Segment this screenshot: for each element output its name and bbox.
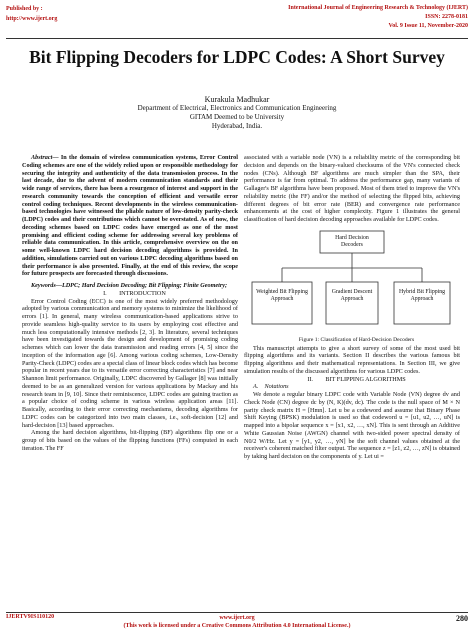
footer-site-link[interactable]: www.ijert.org — [219, 615, 255, 621]
header-divider — [6, 38, 468, 39]
right-paragraph-3: We denote a regular binary LDPC code with Variable Node (VN) degree dv and Check Node (CN) degree dc by (N, K)(dv, dc). The code is the null space of M × N parity check matrix H = [Hmn]. Let u be a codeword and assume that Binary Phase Shift Keying (BPSK) modulation is used so that codeword u = [u1, u2, …, uN] is mapped into a bipolar sequence x = [x1, x2, …, xN]. This is sent through an Additive White Gaussian Noise (AWGN) channel with two-sided power spectral density of N0/2 W/Hz. Let y = [y1, y2, …, yN] be the soft channel values obtained at the receiver's coherent matched filter output. The sequence z = [z1, z2, …, zN] is obtained by taking hard decision on the components of y. Let ui = — [244, 391, 460, 460]
figure-caption: Figure 1: Classification of Hard-Decision Decoders — [298, 336, 415, 343]
website-link[interactable]: http://www.ijert.org — [6, 16, 58, 22]
page-header — [6, 4, 468, 38]
license-text: (This work is licensed under a Creative Commons Attribution 4.0 International License.) — [123, 623, 351, 629]
publisher-block — [6, 4, 57, 24]
published-by-label: Published by : — [6, 6, 43, 12]
author-department: Department of Electrical, Electronics and Communication Engineering — [137, 104, 337, 112]
right-column — [244, 154, 460, 461]
author-name: Kurakula Madhukar — [204, 95, 270, 104]
intro-paragraph-2: Among the hard decision algorithms, bit-flipping (BF) algorithms flip one or a group of bits based on the values of the flipping functions (FFs) computed in each iteration. The FF — [22, 429, 238, 452]
page-footer — [6, 614, 468, 630]
section-heading-introduction: I. INTRODUCTION — [103, 289, 166, 297]
subsection-notations: A. Notations — [253, 383, 289, 391]
paper-id: IJERTV9IS110120 — [6, 614, 55, 620]
issn: ISSN: 2278-0181 — [425, 14, 468, 20]
abstract-text: — In the domain of wireless communication systems, Error Control Coding schemes are one of the widely relied upon or responsible methodology for securing the integrity and authenticity of the data transmission process. In the last decade, due to the advent of modern communication standards and their wide range of services, there has been a resurgence of interest and support in the research community towards the conception of efficient and versatile error control coding techniques. Recent developments in the wireless communication-based technologies have witnessed the pliable nature of low-density parity-check (LDPC) codes and their contributions which cannot be overstated. As of now, the decoding schemes based on LDPC codes have emerged as one of the most promising and efficient coding scheme for addressing several key problems of reliable data communication. In this article, comprehensive overview on the on some well-known LDPC hard decision decoding algorithms is provided. In addition, simulations carried out on various LDPC decoding algorithms based on their performance is also presented. Finally, at the end of this review, the scope for future prospects are forecasted through discussions. — [22, 154, 238, 278]
footer-center — [6, 614, 468, 630]
journal-block — [288, 4, 468, 31]
left-column — [22, 154, 238, 453]
abstract — [22, 154, 238, 278]
paper-title: Bit Flipping Decoders for LDPC Codes: A Short Survey — [29, 47, 445, 67]
journal-name: International Journal of Engineering Research & Technology (IJERT) — [288, 5, 468, 11]
intro-paragraph-1: Error Control Coding (ECC) is one of the most widely preferred methodology adopted by various communication and memory systems to minimize the likelihood of errors [1]. In general, many wireless communication-based applications strive to provide seamless high-quality service to its users by employing cost effective and much less computationally intensive methods [2, 3]. In literature, several techniques have been investigated towards the design and development of promising coding schemes which can lower the data transmission and reading errors [4, 5] since the inception of the information age [6]. Among various coding schemes, Low-Density Parity-Check (LDPC) codes are a special class of linear block codes which has become popular in recent years due to its versatile error correcting characteristics [7] and near Shannon limit performance. Originally, LDPC discovered by Gallager [8] was initially deemed to be as an generalized version for various applications by Mackay and his research team in [9, 10]. Since their reminiscence, LDPC codes are gaining traction as a popular choice of coding scheme in various wireless application areas [11]. Basically, according to their error correcting mechanisms, decoding algorithms for LDPC codes can be categorized into two main classes, i.e., soft-decision [12] and hard-decision [13] based approaches. — [22, 297, 238, 429]
page-number: 280 — [456, 614, 468, 623]
author-block — [20, 95, 454, 131]
author-city: Hyderabad, India. — [211, 122, 263, 130]
abstract-label: Abstract — [31, 154, 53, 161]
root-label: Hard Decision Decoders — [335, 234, 369, 248]
section-heading-bit-flipping: II. BIT FLIPPING ALGORITHMS — [307, 375, 406, 383]
right-paragraph-2: This manuscript attempts to give a short survey of some of the most used bit flipping algorithms and its variants. Section II describes the various famous bit flipping algorithms and their mathematical representations. In Section III, we give simulation results of the discussed algorithms for various LDPC codes. — [244, 344, 460, 375]
child-label-3: Hybrid Bit Flipping Approach — [398, 288, 446, 302]
child-label-2: Gradient Descent Approach — [331, 288, 373, 302]
right-paragraph-1: associated with a variable node (VN) is a reliability metric of the corresponding bit decision and depends on the binary-valued checksums of the VN's connected check nodes (CNs). Although BF algorithms are much simpler than the SPA, their performance is far from optimal. To address the performance gap, many variants of Gallager's BF algorithms have been proposed. Most of them tried to improve the VN's reliability metric (the FF) and/or the method of selecting the flipped bits, achieving different degrees of bit error rate (BER) and convergence rate performance enhancements at the cost of higher complexity. Figure 1 illustrates the general classification of hard decision decoding approaches available for LDPC codes. — [244, 154, 460, 223]
child-label-1: Weighted Bit Flipping Approach — [256, 288, 308, 302]
keywords: Keywords—LDPC; Hard Decision Decoding; Bit Flipping; Finite Geometry; — [31, 282, 228, 289]
footer-divider — [6, 612, 468, 613]
volume-issue: Vol. 9 Issue 11, November-2020 — [388, 23, 468, 29]
author-institution: GITAM Deemed to be University — [189, 113, 285, 121]
figure-1 — [244, 228, 460, 334]
